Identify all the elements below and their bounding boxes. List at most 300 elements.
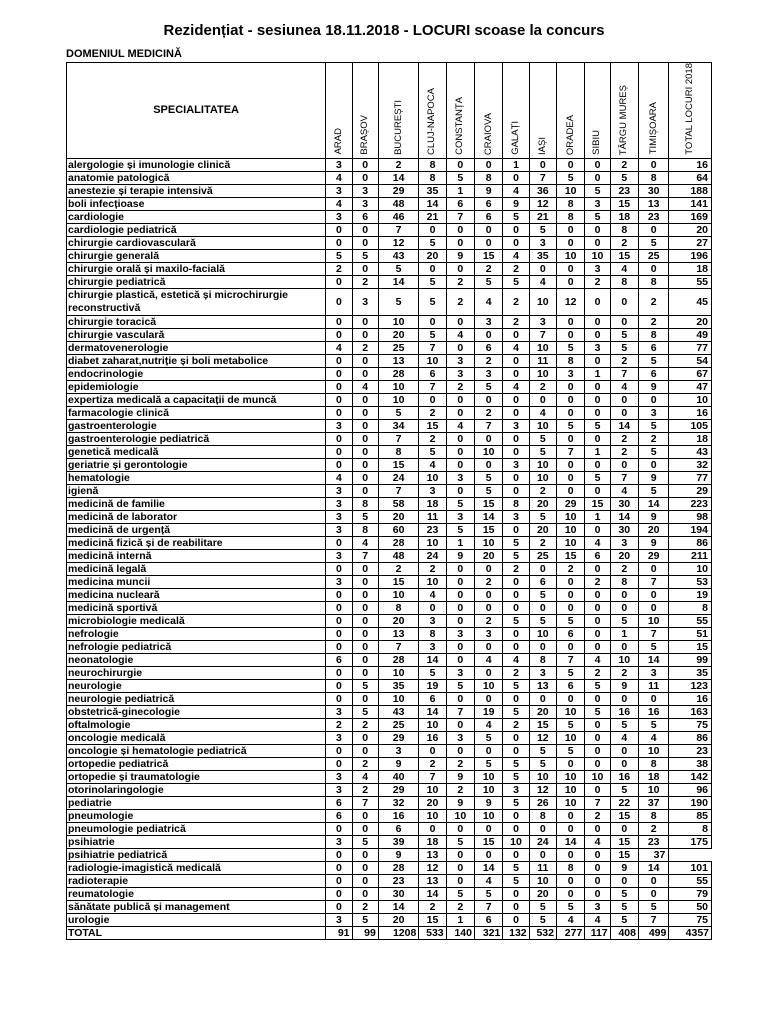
row-total-cell: 23 (669, 744, 712, 757)
places-cell: 0 (503, 588, 529, 601)
specialty-name: diabet zaharat,nutriție și boli metabolice (67, 354, 326, 367)
places-cell: 14 (638, 653, 668, 666)
places-cell: 0 (475, 692, 503, 705)
specialty-name: gastroenterologie (67, 419, 326, 432)
places-cell: 2 (610, 666, 638, 679)
places-cell: 12 (419, 861, 446, 874)
places-cell: 5 (446, 497, 474, 510)
places-cell: 3 (352, 197, 378, 210)
specialty-name: chirurgie cardiovasculară (67, 236, 326, 249)
places-cell: 15 (610, 249, 638, 262)
places-cell: 10 (556, 536, 584, 549)
table-row (67, 848, 712, 861)
places-cell: 0 (585, 236, 610, 249)
places-cell: 2 (529, 536, 556, 549)
table-row (67, 249, 712, 262)
places-cell: 3 (585, 341, 610, 354)
places-cell: 20 (610, 549, 638, 562)
places-cell: 0 (503, 445, 529, 458)
places-cell: 7 (419, 341, 446, 354)
row-total-cell: 67 (669, 367, 712, 380)
places-cell: 0 (638, 588, 668, 601)
specialty-name: medicină de familie (67, 497, 326, 510)
specialty-name: psihiatrie (67, 835, 326, 848)
places-cell: 0 (503, 731, 529, 744)
places-cell: 0 (326, 887, 352, 900)
places-cell: 29 (556, 497, 584, 510)
places-cell: 3 (610, 536, 638, 549)
places-cell: 6 (326, 796, 352, 809)
places-cell: 10 (638, 783, 668, 796)
places-cell: 0 (556, 809, 584, 822)
places-cell: 0 (326, 627, 352, 640)
places-cell: 3 (529, 315, 556, 328)
places-cell: 3 (446, 354, 474, 367)
places-cell: 0 (503, 236, 529, 249)
places-cell: 0 (610, 458, 638, 471)
places-cell: 23 (610, 184, 638, 197)
row-total-cell: 190 (669, 796, 712, 809)
places-cell: 5 (529, 744, 556, 757)
places-cell: 30 (610, 497, 638, 510)
places-cell: 0 (352, 861, 378, 874)
places-cell: 3 (529, 236, 556, 249)
row-total-cell: 10 (669, 393, 712, 406)
places-cell: 43 (378, 249, 419, 262)
places-cell: 5 (556, 900, 584, 913)
places-cell: 0 (475, 236, 503, 249)
row-total-cell: 38 (669, 757, 712, 770)
places-cell: 4 (503, 653, 529, 666)
places-cell: 6 (638, 341, 668, 354)
places-cell: 5 (503, 536, 529, 549)
places-cell: 8 (378, 445, 419, 458)
places-cell: 8 (610, 223, 638, 236)
row-total-cell: 79 (669, 887, 712, 900)
places-cell: 20 (378, 614, 419, 627)
table-row (67, 419, 712, 432)
places-cell: 10 (378, 588, 419, 601)
places-cell: 5 (475, 380, 503, 393)
places-cell: 6 (475, 197, 503, 210)
places-cell: 0 (585, 393, 610, 406)
grand-total-cell: 4357 (669, 926, 712, 939)
places-cell: 4 (475, 874, 503, 887)
places-cell: 0 (326, 900, 352, 913)
table-row (67, 796, 712, 809)
specialty-name: endocrinologie (67, 367, 326, 380)
places-cell: 4 (503, 380, 529, 393)
places-cell: 15 (475, 523, 503, 536)
places-cell: 0 (503, 809, 529, 822)
places-cell: 3 (326, 510, 352, 523)
places-cell: 0 (638, 692, 668, 705)
places-cell: 5 (556, 744, 584, 757)
places-cell: 0 (446, 601, 474, 614)
places-cell: 7 (378, 640, 419, 653)
places-cell: 2 (585, 575, 610, 588)
places-cell: 20 (419, 796, 446, 809)
table-row (67, 809, 712, 822)
places-cell: 15 (378, 458, 419, 471)
table-row (67, 666, 712, 679)
places-cell: 3 (326, 913, 352, 926)
specialty-name: dermatovenerologie (67, 341, 326, 354)
places-cell: 0 (529, 692, 556, 705)
places-cell: 2 (610, 354, 638, 367)
places-cell: 9 (638, 380, 668, 393)
places-cell: 36 (529, 184, 556, 197)
places-cell: 3 (352, 288, 378, 315)
places-cell: 7 (529, 171, 556, 184)
places-cell: 0 (610, 288, 638, 315)
places-cell: 9 (446, 249, 474, 262)
places-cell: 0 (326, 275, 352, 288)
places-cell: 0 (352, 822, 378, 835)
row-total-cell: 188 (669, 184, 712, 197)
places-cell: 10 (529, 419, 556, 432)
places-cell: 1 (585, 367, 610, 380)
grand-total-cell: 140 (446, 926, 474, 939)
places-cell: 2 (352, 757, 378, 770)
places-cell: 9 (378, 848, 419, 861)
places-cell: 4 (503, 249, 529, 262)
places-cell: 0 (352, 874, 378, 887)
table-row (67, 562, 712, 575)
places-cell: 6 (475, 210, 503, 223)
places-cell: 5 (446, 679, 474, 692)
places-cell: 30 (638, 184, 668, 197)
places-cell: 0 (585, 380, 610, 393)
places-cell: 2 (529, 380, 556, 393)
places-cell: 1 (446, 913, 474, 926)
places-cell: 0 (326, 640, 352, 653)
places-cell: 0 (503, 484, 529, 497)
grand-total-cell: 408 (610, 926, 638, 939)
places-cell: 0 (585, 288, 610, 315)
places-cell: 3 (326, 158, 352, 171)
places-cell: 10 (419, 809, 446, 822)
places-cell: 24 (419, 549, 446, 562)
places-cell: 2 (378, 158, 419, 171)
places-cell: 4 (326, 197, 352, 210)
places-cell: 6 (585, 549, 610, 562)
places-cell: 8 (638, 328, 668, 341)
places-cell: 0 (585, 627, 610, 640)
places-cell: 0 (419, 393, 446, 406)
grand-total-cell: 533 (419, 926, 446, 939)
places-cell: 5 (475, 887, 503, 900)
places-cell: 10 (475, 445, 503, 458)
places-cell: 4 (326, 341, 352, 354)
places-cell: 0 (585, 822, 610, 835)
row-total-cell: 141 (669, 197, 712, 210)
places-cell: 37 (638, 796, 668, 809)
places-cell: 0 (326, 614, 352, 627)
places-cell: 13 (638, 197, 668, 210)
specialty-name: chirurgie vasculară (67, 328, 326, 341)
places-cell: 5 (529, 445, 556, 458)
places-cell: 3 (446, 627, 474, 640)
row-total-cell: 101 (669, 861, 712, 874)
places-cell: 8 (378, 601, 419, 614)
places-cell: 3 (503, 783, 529, 796)
places-cell: 2 (419, 406, 446, 419)
grand-total-cell: 499 (638, 926, 668, 939)
places-cell: 2 (529, 484, 556, 497)
places-cell: 0 (503, 406, 529, 419)
city-column-header (419, 63, 446, 159)
table-row (67, 913, 712, 926)
city-column-header (638, 63, 668, 159)
places-cell: 20 (529, 497, 556, 510)
places-cell: 0 (556, 458, 584, 471)
places-cell: 0 (352, 458, 378, 471)
specialty-name: neurologie (67, 679, 326, 692)
places-cell: 8 (610, 575, 638, 588)
places-cell: 16 (610, 770, 638, 783)
column-header-label: BUCUREȘTI (392, 99, 404, 155)
places-cell: 0 (475, 822, 503, 835)
places-cell: 5 (503, 861, 529, 874)
table-row (67, 783, 712, 796)
places-cell: 0 (326, 744, 352, 757)
places-cell: 10 (529, 288, 556, 315)
places-cell: 2 (419, 562, 446, 575)
places-cell: 48 (378, 197, 419, 210)
places-cell: 3 (585, 900, 610, 913)
places-cell: 0 (352, 562, 378, 575)
specialty-name: neurologie pediatrică (67, 692, 326, 705)
specialty-name: chirurgie generală (67, 249, 326, 262)
places-cell: 3 (638, 406, 668, 419)
places-cell: 5 (475, 757, 503, 770)
table-row (67, 510, 712, 523)
places-cell: 15 (610, 197, 638, 210)
places-cell: 5 (556, 341, 584, 354)
places-cell: 7 (610, 471, 638, 484)
places-cell: 25 (378, 341, 419, 354)
table-row (67, 197, 712, 210)
places-cell: 1 (503, 158, 529, 171)
places-cell: 3 (585, 262, 610, 275)
places-cell: 2 (585, 666, 610, 679)
row-total-cell: 105 (669, 419, 712, 432)
places-cell: 0 (503, 523, 529, 536)
places-cell: 2 (326, 262, 352, 275)
places-cell: 4 (475, 653, 503, 666)
places-cell: 0 (585, 406, 610, 419)
places-cell: 25 (529, 549, 556, 562)
places-cell: 4 (475, 288, 503, 315)
specialty-name: nefrologie pediatrică (67, 640, 326, 653)
places-cell: 10 (556, 731, 584, 744)
row-total-cell: 86 (669, 536, 712, 549)
places-cell: 16 (378, 809, 419, 822)
table-row (67, 341, 712, 354)
places-cell: 10 (529, 341, 556, 354)
places-cell: 0 (556, 471, 584, 484)
row-total-cell: 43 (669, 445, 712, 458)
places-cell: 4 (446, 419, 474, 432)
places-cell: 2 (352, 718, 378, 731)
places-cell: 7 (610, 367, 638, 380)
places-cell: 4 (529, 275, 556, 288)
places-cell: 0 (585, 783, 610, 796)
places-cell: 0 (326, 367, 352, 380)
places-cell: 20 (638, 523, 668, 536)
table-row (67, 380, 712, 393)
places-cell: 0 (556, 262, 584, 275)
places-cell: 0 (556, 874, 584, 887)
table-row (67, 614, 712, 627)
places-cell: 8 (638, 757, 668, 770)
places-cell: 0 (446, 262, 474, 275)
places-cell: 2 (352, 900, 378, 913)
column-header-label: ARAD (332, 128, 344, 155)
places-cell: 39 (378, 835, 419, 848)
places-cell: 15 (610, 809, 638, 822)
places-cell: 5 (610, 718, 638, 731)
places-cell: 0 (475, 158, 503, 171)
places-cell: 0 (352, 328, 378, 341)
places-cell: 5 (419, 288, 446, 315)
places-cell: 0 (556, 692, 584, 705)
places-cell: 2 (446, 275, 474, 288)
places-cell: 0 (446, 406, 474, 419)
places-cell: 0 (352, 731, 378, 744)
places-cell: 0 (352, 614, 378, 627)
places-cell: 0 (326, 406, 352, 419)
places-cell: 6 (529, 575, 556, 588)
places-cell: 7 (529, 328, 556, 341)
specialty-name: radioterapie (67, 874, 326, 887)
places-cell: 7 (638, 913, 668, 926)
places-cell: 5 (326, 249, 352, 262)
places-cell: 5 (378, 288, 419, 315)
places-cell: 5 (352, 913, 378, 926)
places-cell: 14 (475, 510, 503, 523)
places-cell: 5 (638, 445, 668, 458)
places-cell: 0 (529, 562, 556, 575)
places-cell: 7 (638, 627, 668, 640)
places-cell: 8 (419, 171, 446, 184)
places-cell: 2 (503, 288, 529, 315)
places-cell: 2 (419, 432, 446, 445)
places-cell: 10 (378, 315, 419, 328)
column-header-label: IAȘI (536, 136, 548, 155)
places-cell: 4 (610, 262, 638, 275)
table-row (67, 184, 712, 197)
row-total-cell: 49 (669, 328, 712, 341)
column-header-label: BRAȘOV (359, 115, 371, 155)
table-row (67, 679, 712, 692)
places-cell: 0 (326, 445, 352, 458)
places-cell: 5 (638, 640, 668, 653)
places-cell: 0 (352, 653, 378, 666)
places-cell: 0 (503, 640, 529, 653)
places-cell: 3 (326, 731, 352, 744)
places-cell: 9 (475, 796, 503, 809)
places-cell: 4 (638, 731, 668, 744)
places-cell: 14 (638, 497, 668, 510)
places-cell: 3 (529, 666, 556, 679)
places-cell: 34 (378, 419, 419, 432)
places-cell: 0 (326, 236, 352, 249)
specialty-name: psihiatrie pediatrică (67, 848, 326, 861)
places-cell: 0 (475, 223, 503, 236)
places-cell: 0 (585, 223, 610, 236)
places-cell: 5 (529, 510, 556, 523)
specialty-name: oncologie medicală (67, 731, 326, 744)
places-cell: 18 (419, 835, 446, 848)
places-cell: 15 (475, 497, 503, 510)
city-column-header (585, 63, 610, 159)
residency-places-table (66, 62, 712, 940)
specialty-name: genetică medicală (67, 445, 326, 458)
places-cell: 2 (446, 783, 474, 796)
places-cell: 0 (585, 601, 610, 614)
places-cell: 5 (446, 171, 474, 184)
places-cell: 10 (475, 809, 503, 822)
row-total-cell: 37 (638, 848, 668, 861)
places-cell: 20 (378, 328, 419, 341)
places-cell: 0 (419, 315, 446, 328)
places-cell: 3 (475, 627, 503, 640)
specialty-name: nefrologie (67, 627, 326, 640)
places-cell: 0 (585, 562, 610, 575)
places-cell: 0 (446, 315, 474, 328)
places-cell: 2 (446, 900, 474, 913)
places-cell: 10 (638, 614, 668, 627)
places-cell: 16 (610, 705, 638, 718)
specialty-name: chirurgie orală și maxilo-facială (67, 262, 326, 275)
places-cell: 3 (475, 315, 503, 328)
table-row (67, 861, 712, 874)
table-row (67, 822, 712, 835)
places-cell: 5 (503, 275, 529, 288)
places-cell: 5 (475, 275, 503, 288)
table-row (67, 406, 712, 419)
places-cell: 3 (326, 419, 352, 432)
places-cell: 10 (529, 874, 556, 887)
places-cell: 28 (378, 861, 419, 874)
row-total-cell: 99 (669, 653, 712, 666)
places-cell: 0 (326, 432, 352, 445)
places-cell: 0 (352, 601, 378, 614)
places-cell: 20 (529, 705, 556, 718)
row-total-cell: 29 (669, 484, 712, 497)
places-cell: 14 (378, 900, 419, 913)
places-cell: 0 (352, 471, 378, 484)
places-cell: 8 (556, 210, 584, 223)
places-cell: 0 (638, 262, 668, 275)
specialty-name: medicină sportivă (67, 601, 326, 614)
places-cell: 7 (352, 549, 378, 562)
places-cell: 20 (529, 523, 556, 536)
places-cell: 10 (556, 523, 584, 536)
table-row (67, 367, 712, 380)
table-row (67, 692, 712, 705)
places-cell: 10 (378, 393, 419, 406)
places-cell: 2 (610, 445, 638, 458)
places-cell: 15 (610, 835, 638, 848)
places-cell: 0 (529, 848, 556, 861)
places-cell: 5 (503, 614, 529, 627)
places-cell: 4 (352, 536, 378, 549)
places-cell: 3 (446, 731, 474, 744)
places-cell: 0 (556, 393, 584, 406)
